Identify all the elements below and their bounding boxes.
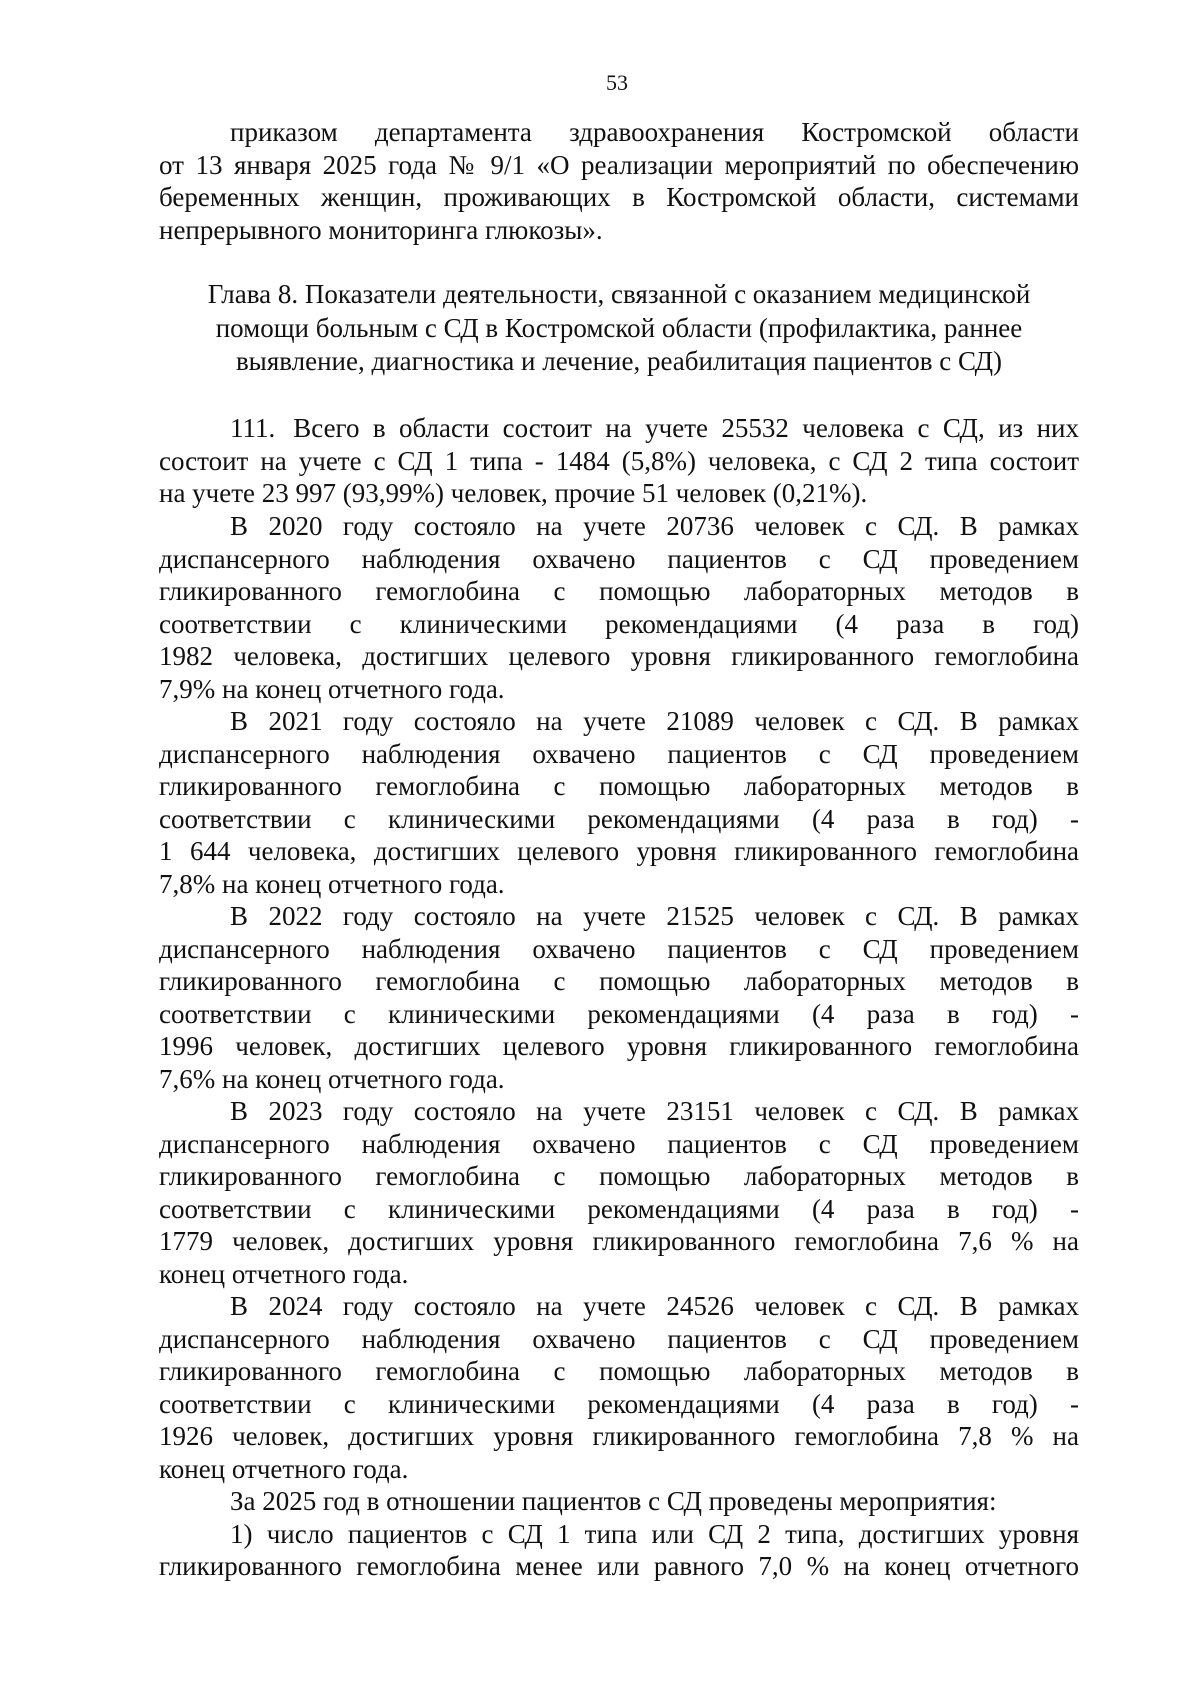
text-line: 1996 человек, достигших целевого уровня гликированного гемоглобина — [159, 1031, 1079, 1061]
text-line: В 2021 году состояло на учете 21089 человек с СД. В рамках — [230, 706, 1079, 736]
text-line: диспансерного наблюдения охвачено пациентов с СД проведением — [159, 933, 1079, 964]
text-line — [159, 412, 1079, 445]
text-line: непрерывного мониторинга глюкозы». — [159, 214, 603, 245]
text-line: 1982 человека, достигших целевого уровня гликированного гемоглобина — [159, 641, 1079, 671]
heading-line: выявление, диагностика и лечение, реабилитация пациентов с СД) — [235, 346, 1003, 376]
text-line: В 2022 году состояло на учете 21525 человек с СД. В рамках — [230, 901, 1079, 931]
text-line: состоит на учете с СД 1 типа - 1484 (5,8%) человека, с СД 2 типа состоит — [159, 445, 1079, 476]
chapter-heading — [159, 278, 1079, 379]
text-line: гликированного гемоглобина с помощью лабораторных методов в — [159, 1161, 1079, 1191]
text-line: приказом департамента здравоохранения Костромской области — [230, 117, 1079, 147]
text-line: соответствии с клиническими рекомендациями (4 раза в год) - — [159, 998, 1079, 1029]
text-line: соответствии с клиническими рекомендациями (4 раза в год) — [159, 608, 1079, 639]
text-line: соответствии с клиническими рекомендациями (4 раза в год) - — [159, 803, 1079, 834]
text-line: конец отчетного года. — [159, 1453, 409, 1484]
measures-paragraph — [159, 1485, 1079, 1583]
page-number: 53 — [606, 70, 628, 95]
text-line: гликированного гемоглобина с помощью лабораторных методов в — [159, 1356, 1079, 1386]
text-line: В 2023 году состояло на учете 23151 человек с СД. В рамках — [230, 1096, 1079, 1126]
text-line: В 2020 году состояло на учете 20736 человек с СД. В рамках — [230, 511, 1079, 541]
text-line: соответствии с клиническими рекомендациями (4 раза в год) - — [159, 1388, 1079, 1419]
heading-line: Глава 8. Показатели деятельности, связанной с оказанием медицинской — [207, 279, 1031, 309]
text-line: 1779 человек, достигших уровня гликированного гемоглобина 7,6 % на — [159, 1226, 1079, 1256]
heading-line: помощи больным с СД в Костромской области (профилактика, раннее — [215, 312, 1023, 343]
text-line: За 2025 год в отношении пациентов с СД проведены мероприятия: — [230, 1486, 997, 1516]
text-line: конец отчетного года. — [159, 1258, 409, 1289]
text-line: гликированного гемоглобина с помощью лабораторных методов в — [159, 771, 1079, 801]
text-line: гликированного гемоглобина с помощью лабораторных методов в — [159, 576, 1079, 606]
text-line: гликированного гемоглобина с помощью лабораторных методов в — [159, 966, 1079, 996]
text-line: В 2024 году состояло на учете 24526 человек с СД. В рамках — [230, 1291, 1079, 1321]
text-line: от 13 января 2025 года № 9/1 «О реализации мероприятий по обеспечению — [159, 149, 1079, 180]
text-line: диспансерного наблюдения охвачено пациентов с СД проведением — [159, 1323, 1079, 1354]
text-line: диспансерного наблюдения охвачено пациентов с СД проведением — [159, 543, 1079, 574]
text-line: 7,9% на конец отчетного года. — [159, 673, 505, 704]
intro-paragraph — [159, 116, 1079, 246]
text-line: диспансерного наблюдения охвачено пациентов с СД проведением — [159, 1128, 1079, 1159]
text-line: 7,6% на конец отчетного года. — [159, 1063, 505, 1094]
text-line: 1926 человек, достигших уровня гликированного гемоглобина 7,8 % на — [159, 1421, 1079, 1451]
year-2023-paragraph — [159, 1095, 1079, 1290]
text-line: на учете 23 997 (93,99%) человек, прочие 51 человек (0,21%). — [159, 478, 868, 508]
text-line: соответствии с клиническими рекомендациями (4 раза в год) - — [159, 1193, 1079, 1224]
year-2024-paragraph — [159, 1290, 1079, 1485]
text-line: диспансерного наблюдения охвачено пациентов с СД проведением — [159, 738, 1079, 769]
text-line: 1) число пациентов с СД 1 типа или СД 2 типа, достигших уровня — [230, 1518, 1079, 1549]
text-line: гликированного гемоглобина менее или равного 7,0 % на конец отчетного — [159, 1551, 1079, 1581]
text-line: беременных женщин, проживающих в Костромской области, системами — [159, 182, 1079, 212]
year-2020-paragraph — [159, 510, 1079, 705]
item-first-line: Всего в области состоит на учете 25532 человека с СД, из них — [293, 413, 1079, 443]
text-line: 1 644 человека, достигших целевого уровня гликированного гемоглобина — [159, 836, 1079, 866]
text-line: 7,8% на конец отчетного года. — [159, 868, 505, 899]
item-111-paragraph — [159, 412, 1079, 510]
item-number: 111. — [230, 413, 276, 443]
year-2022-paragraph — [159, 900, 1079, 1095]
year-2021-paragraph — [159, 705, 1079, 900]
